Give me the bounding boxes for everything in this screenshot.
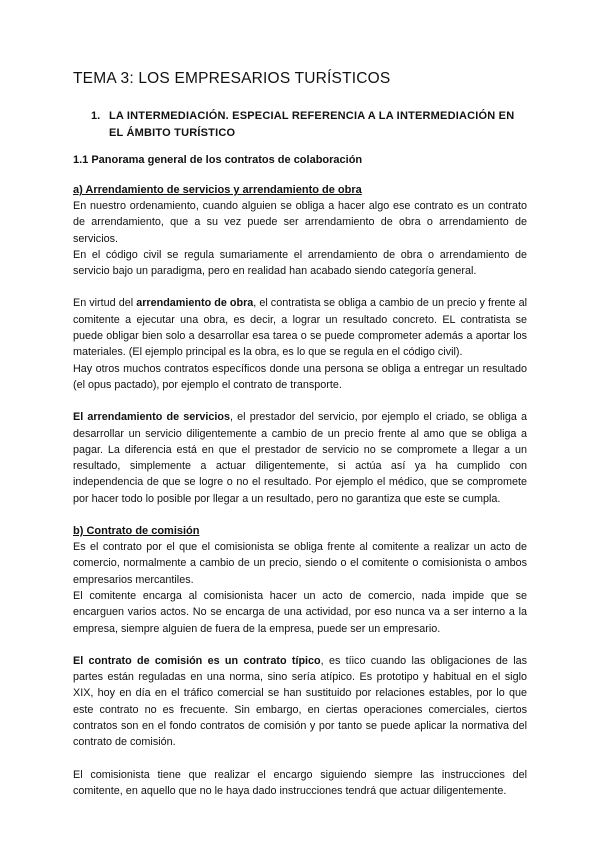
document-page (73, 70, 527, 799)
paragraph: En el código civil se regula sumariamente el arrendamiento de obra o arrendamiento de servicio bajo un paradigma, pero en realidad han acabado siendo categoría general. (73, 248, 527, 278)
section-number: 1. (91, 110, 101, 122)
section-title: LA INTERMEDIACIÓN. ESPECIAL REFERENCIA A LA INTERMEDIACIÓN EN EL ÁMBITO TURÍSTICO (109, 110, 515, 139)
section-heading (73, 108, 527, 142)
bold-term: El arrendamiento de servicios (73, 411, 231, 424)
paragraph: En nuestro ordenamiento, cuando alguien se obliga a hacer algo ese contrato es un contrato de arrendamiento, que a su vez puede ser arrendamiento de obra o arrendamiento de servicios. (73, 200, 527, 245)
bold-term: arrendamiento de obra (136, 297, 254, 310)
paragraph: En virtud del arrendamiento de obra, el contratista se obliga a cambio de un precio y frente al comitente a ejecutar una obra, es decir, a lograr un resultado concreto. EL contratista se puede obligar bien solo a desarrollar esa tarea o se puede comprometer además a aportar los materiales. (El ejemplo principal es la obra, es lo que se regula en el código civil). (73, 297, 528, 359)
paragraph: El comisionista tiene que realizar el encargo siguiendo siempre las instrucciones del comitente, en aquello que no le haya dado instrucciones tendrá que actuar diligentemente. (73, 768, 527, 797)
subsection-heading: 1.1 Panorama general de los contratos de colaboración (73, 154, 363, 166)
paragraph: El comitente encarga al comisionista hacer un acto de comercio, nada impide que se encarguen varios actos. No se encarga de una actividad, por eso nunca va a ser interno a la empresa, siempre alguien de fuera de la empresa, puede ser un empresario. (73, 589, 527, 635)
page-title: TEMA 3: LOS EMPRESARIOS TURÍSTICOS (73, 70, 391, 87)
paragraph: Es el contrato por el que el comisionista se obliga frente al comitente a realizar un acto de comercio, normalmente a cambio de un precio, siendo o el comitente o comisionista o ambos empresarios mercantiles. (73, 541, 527, 586)
paragraph: El contrato de comisión es un contrato típico, es tíico cuando las obligaciones de las partes están reguladas en una norma, sino sería atípico. Es prototipo y habitual en el siglo XIX, hoy en día en el tráfico comercial se han sustituido por relaciones estables, por lo que este contrato no es frecuente. Sin embargo, en ciertas operaciones comerciales, ciertos contratos son en el fondo contratos de comisión y por tanto se puede aplicar la normativa del contrato de comisión. (73, 654, 528, 749)
paragraph: Hay otros muchos contratos específicos donde una persona se obliga a entregar un resultado (el opus pactado), por ejemplo el contrato de transporte. (73, 362, 527, 391)
paragraph: El arrendamiento de servicios, el prestador del servicio, por ejemplo el criado, se obliga a desarrollar un servicio diligentemente a cambio de un precio frente al amo que se obliga a pagar. La diferencia está en que el prestador de servicio no se compromete a llegar a un resultado, simplemente a actuar diligentemente, si actúa así ya ha cumplido con independencia de que se logre o no el resultado. Por ejemplo el médico, que se compromete por hacer todo lo posible por llegar a un resultado, pero no garantiza que este se cumpla. (73, 411, 527, 505)
part-a-heading: a) Arrendamiento de servicios y arrendamiento de obra (73, 184, 362, 196)
bold-term: El contrato de comisión es un contrato típico (73, 654, 321, 667)
part-b-heading: b) Contrato de comisión (73, 525, 200, 538)
